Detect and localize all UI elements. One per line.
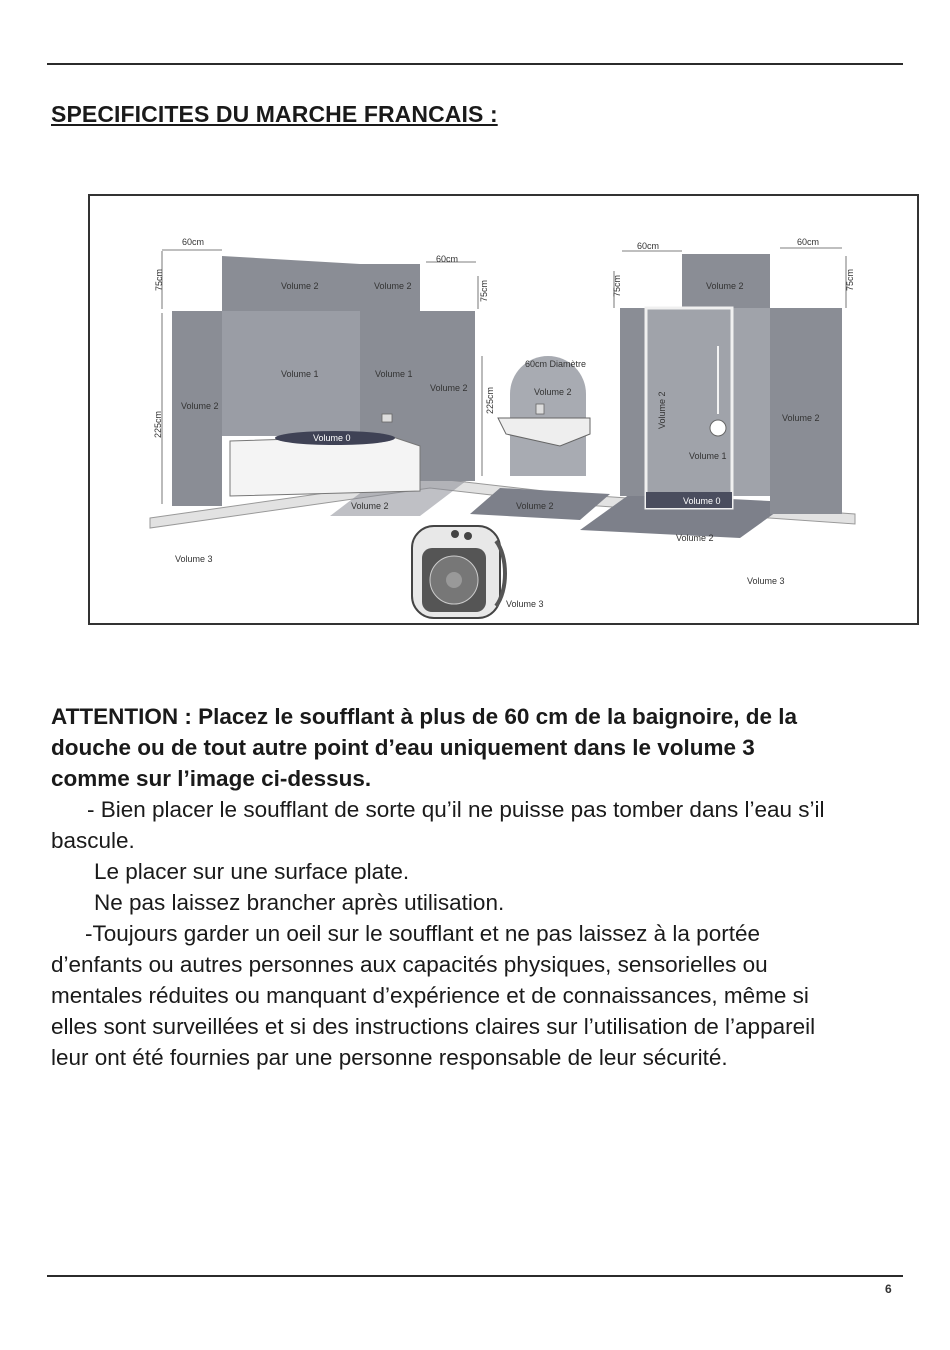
label-bath-floor-v2: Volume 2 xyxy=(351,501,389,511)
dim-225cm-a: 225cm xyxy=(153,410,163,438)
label-shower-v2-vertical: Volume 2 xyxy=(657,391,667,429)
label-shower-v1: Volume 1 xyxy=(689,451,727,461)
label-shower-floor-v2: Volume 2 xyxy=(676,533,714,543)
dim-60cm-c: 60cm xyxy=(637,241,660,251)
label-floor-v3-left: Volume 3 xyxy=(175,554,213,564)
bottom-divider xyxy=(47,1275,903,1277)
label-sink-v2: Volume 2 xyxy=(534,387,572,397)
label-shower-v2-right: Volume 2 xyxy=(782,413,820,423)
bathroom-illustration xyxy=(90,196,917,623)
instructions-text xyxy=(51,701,950,1073)
para4-line-3: mentales réduites ou manquant d’expérience et de connaissances, même si xyxy=(51,983,809,1008)
label-bath-v2-side: Volume 2 xyxy=(430,383,468,393)
para4-line-2: d’enfants ou autres personnes aux capacités physiques, sensorielles ou xyxy=(51,952,768,977)
section-heading: SPECIFICITES DU MARCHE FRANCAIS : xyxy=(51,101,498,127)
dim-60cm-d: 60cm xyxy=(797,237,820,247)
para4-line-5: leur ont été fournies par une personne responsable de leur sécurité. xyxy=(51,1045,728,1070)
label-bath-v2-left: Volume 2 xyxy=(181,401,219,411)
dim-75cm-b: 75cm xyxy=(479,279,489,302)
warning-line-1: ATTENTION : Placez le soufflant à plus de 60 cm de la baignoire, de la xyxy=(51,704,798,729)
para4-line-4: elles sont surveillées et si des instructions claires sur l’utilisation de l’appareil xyxy=(51,1014,816,1039)
page-number: 6 xyxy=(885,1282,892,1296)
warning-line-3: comme sur l’image ci-dessus. xyxy=(51,766,372,791)
dim-60cm-b: 60cm xyxy=(436,254,459,264)
label-shower-v0: Volume 0 xyxy=(683,496,721,506)
dim-75cm-a: 75cm xyxy=(154,268,164,291)
label-bath-v1-right: Volume 1 xyxy=(375,369,413,379)
dim-75cm-d: 75cm xyxy=(845,268,855,291)
label-bath-v1-left: Volume 1 xyxy=(281,369,319,379)
warning-line-2: douche ou de tout autre point d’eau uniquement dans le volume 3 xyxy=(51,735,755,760)
para1-line-1: - Bien placer le soufflant de sorte qu’il ne puisse pas tomber dans l’eau s’il xyxy=(87,797,825,822)
para4-line-1: -Toujours garder un oeil sur le soufflant et ne pas laissez à la portée xyxy=(85,921,760,946)
dim-60cm-a: 60cm xyxy=(182,237,205,247)
label-bath-v0: Volume 0 xyxy=(313,433,351,443)
bathroom-volumes-diagram xyxy=(88,194,919,625)
label-bath-v2-top-left: Volume 2 xyxy=(281,281,319,291)
label-floor-v3-right: Volume 3 xyxy=(747,576,785,586)
dim-diameter: 60cm Diamètre xyxy=(525,359,587,369)
label-shower-v2-top: Volume 2 xyxy=(706,281,744,291)
para1-line-2: bascule. xyxy=(51,828,135,853)
heater-icon xyxy=(412,526,505,618)
para2: Le placer sur une surface plate. xyxy=(94,859,410,884)
label-heater-v3: Volume 3 xyxy=(506,599,544,609)
label-sink-floor-v2: Volume 2 xyxy=(516,501,554,511)
para3: Ne pas laissez brancher après utilisation. xyxy=(94,890,505,915)
label-bath-v2-top-right: Volume 2 xyxy=(374,281,412,291)
dim-75cm-c: 75cm xyxy=(612,274,622,297)
top-divider xyxy=(47,63,903,65)
dim-225cm-b: 225cm xyxy=(485,386,495,414)
